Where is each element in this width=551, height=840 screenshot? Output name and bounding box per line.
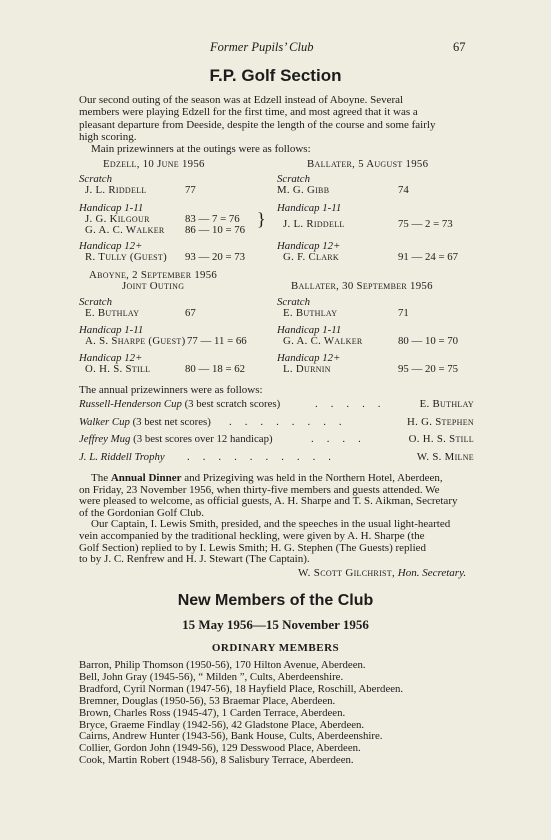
trophy-name: J. L. Riddell Trophy — [79, 451, 165, 463]
annual-row — [79, 451, 474, 465]
winner-score: 93 — 20 = 73 — [185, 251, 246, 263]
handicap-label: Handicap 1-11 — [277, 324, 342, 336]
intro-paragraph — [79, 94, 479, 155]
annual-row — [79, 398, 474, 412]
scratch-label: Scratch — [79, 173, 112, 185]
dot-leader: ........ — [229, 416, 355, 428]
signature — [298, 567, 466, 579]
outing-heading: Aboyne, 2 September 1956 — [89, 269, 218, 281]
handicap-label: Handicap 12+ — [277, 240, 341, 252]
dinner-line: Our Captain, I. Lewis Smith, presided, and the speeches in the usual light-hearted — [91, 518, 451, 531]
list-item: Cook, Martin Robert (1948-56), 8 Salisbury Terrace, Aberdeen. — [79, 754, 354, 767]
handicap-label: Handicap 12+ — [79, 352, 143, 364]
trophy-detail: (3 best scores over 12 handicap) — [130, 433, 273, 445]
dinner-line: vein accompanied by the traditional heckling, were given by A. H. Sharpe (the — [79, 529, 425, 542]
outing-aboyne — [79, 269, 274, 379]
list-item: Barron, Philip Thomson (1950-56), 170 Hilton Avenue, Aberdeen. — [79, 659, 366, 671]
scratch-label: Scratch — [79, 296, 112, 308]
annual-intro: The annual prizewinners were as follows: — [79, 384, 263, 396]
signature-role: Hon. Secretary. — [397, 567, 467, 579]
dinner-line: on Friday, 23 November 1956, when thirty-five members and guests attended. We — [79, 483, 440, 496]
prizewinners-intro: Main prizewinners at the outings were as follows: — [91, 143, 311, 156]
ordinary-members-heading: ORDINARY MEMBERS — [211, 642, 340, 654]
winner-name: E. Buthlay — [283, 307, 338, 319]
dinner-text: and Prizegiving was held in the Northern Hotel, Aberdeen, — [181, 472, 443, 484]
winner-name: L. Durnin — [283, 363, 331, 375]
winner-name: A. S. Sharpe (Guest) — [85, 335, 186, 347]
outing-subheading: Joint Outing — [122, 280, 185, 292]
handicap-label: Handicap 1-11 — [79, 202, 144, 214]
winner-name: O. H. S. Still — [85, 363, 151, 375]
winner-score: 77 — [185, 184, 196, 196]
trophy-detail: (3 best scratch scores) — [181, 398, 281, 410]
outing-heading: Ballater, 5 August 1956 — [307, 158, 429, 170]
trophy-winner: O. H. S. Still — [408, 433, 474, 445]
new-members-dates: 15 May 1956—15 November 1956 — [182, 617, 369, 632]
winner-score: 83 — 7 = 76 — [185, 213, 240, 225]
outing-heading: Ballater, 30 September 1956 — [291, 280, 433, 292]
winner-name: M. G. Gibb — [277, 184, 330, 196]
intro-line: high scoring. — [79, 130, 137, 143]
outing-heading: Edzell, 10 June 1956 — [103, 158, 205, 170]
list-item: Bryce, Graeme Findlay (1942-56), 42 Gladstone Place, Aberdeen. — [79, 718, 365, 731]
scratch-label: Scratch — [277, 296, 310, 308]
dinner-line — [79, 473, 479, 485]
section-title: F.P. Golf Section — [209, 66, 342, 85]
list-item: Collier, Gordon John (1949-56), 129 Desswood Place, Aberdeen. — [79, 742, 361, 755]
list-item: Brown, Charles Ross (1945-47), 1 Carden Terrace, Aberdeen. — [79, 706, 346, 719]
trophy-winner: W. S. Milne — [416, 451, 474, 463]
handicap-label: Handicap 1-11 — [277, 202, 342, 214]
outing-edzell — [79, 158, 274, 268]
members-list — [79, 660, 479, 767]
trophy-name: Walker Cup — [79, 416, 130, 428]
dinner-paragraph — [79, 473, 479, 566]
winner-score: 71 — [398, 307, 409, 319]
winner-score: 75 — 2 = 73 — [398, 218, 453, 230]
handicap-label: Handicap 1-11 — [79, 324, 144, 336]
outing-ballater-september — [277, 280, 477, 380]
handicap-label: Handicap 12+ — [79, 240, 143, 252]
trophy-winner: E. Buthlay — [419, 398, 474, 410]
list-item: Cairns, Andrew Hunter (1943-56), Bank House, Cults, Aberdeenshire. — [79, 730, 383, 743]
intro-line: members were playing Edzell for the first time, and most agreed that it was a — [79, 106, 418, 119]
winner-name: R. Tully (Guest) — [85, 251, 168, 263]
dot-leader: .... — [311, 433, 374, 445]
winner-score: 91 — 24 = 67 — [398, 251, 459, 263]
annual-row — [79, 416, 474, 430]
winner-name: J. G. Kilgour — [85, 213, 150, 225]
trophy-name: Jeffrey Mug — [79, 433, 131, 445]
handicap-label: Handicap 12+ — [277, 352, 341, 364]
trophy-winner: H. G. Stephen — [407, 416, 474, 428]
dinner-lead: The — [91, 472, 111, 484]
winner-name: J. L. Riddell — [85, 184, 147, 196]
winner-score: 74 — [398, 184, 409, 196]
dinner-line: to by J. C. Renfrew and H. J. Stewart (The Captain). — [79, 553, 310, 566]
dinner-line: were pleased to welcome, as official guests, A. H. Sharpe and T. S. Aikman, Secretary — [79, 495, 458, 508]
signature-name: W. Scott Gilchrist, — [298, 567, 396, 579]
scratch-label: Scratch — [277, 173, 310, 185]
winner-name: G. A. C. Walker — [283, 335, 363, 347]
winner-name: E. Buthlay — [85, 307, 140, 319]
new-members-title: New Members of the Club — [177, 592, 374, 609]
dinner-bold: Annual Dinner — [110, 472, 182, 484]
intro-line: Our second outing of the season was at Edzell instead of Aboyne. Several — [79, 94, 404, 106]
winner-score: 80 — 10 = 70 — [398, 335, 459, 347]
dinner-line: of the Gordonian Golf Club. — [79, 506, 204, 519]
winner-name: G. A. C. Walker — [85, 224, 165, 236]
dot-leader: .......... — [187, 451, 344, 463]
page-number: 67 — [453, 40, 466, 54]
winner-score: 67 — [185, 307, 196, 319]
trophy-detail: (3 best net scores) — [129, 416, 211, 428]
winner-score: 77 — 11 = 66 — [187, 335, 247, 347]
winner-score: 86 — 10 = 76 — [185, 224, 246, 236]
intro-line: pleasant departure from Deeside, despite the length of the course and some fairly — [79, 118, 436, 131]
running-title: Former Pupils’ Club — [210, 40, 314, 54]
list-item: Bell, John Gray (1945-56), “ Milden ”, Cults, Aberdeenshire. — [79, 670, 344, 683]
winner-score: 95 — 20 = 75 — [398, 363, 459, 375]
outing-ballater-august — [277, 158, 477, 268]
list-item: Bremner, Douglas (1950-56), 53 Braemar Place, Aberdeen. — [79, 694, 336, 707]
winner-name: G. F. Clark — [283, 251, 340, 263]
winner-score: 80 — 18 = 62 — [185, 363, 246, 375]
dinner-line: Golf Section) replied to by I. Lewis Smith; H. G. Stephen (The Guests) replied — [79, 541, 427, 554]
brace-glyph: } — [257, 209, 266, 229]
winner-name: J. L. Riddell — [283, 218, 345, 230]
dot-leader: ..... — [315, 398, 394, 410]
list-item: Bradford, Cyril Norman (1947-56), 18 Hayfield Place, Roschill, Aberdeen. — [79, 682, 404, 695]
annual-row — [79, 433, 474, 447]
trophy-name: Russell-Henderson Cup — [79, 398, 182, 410]
